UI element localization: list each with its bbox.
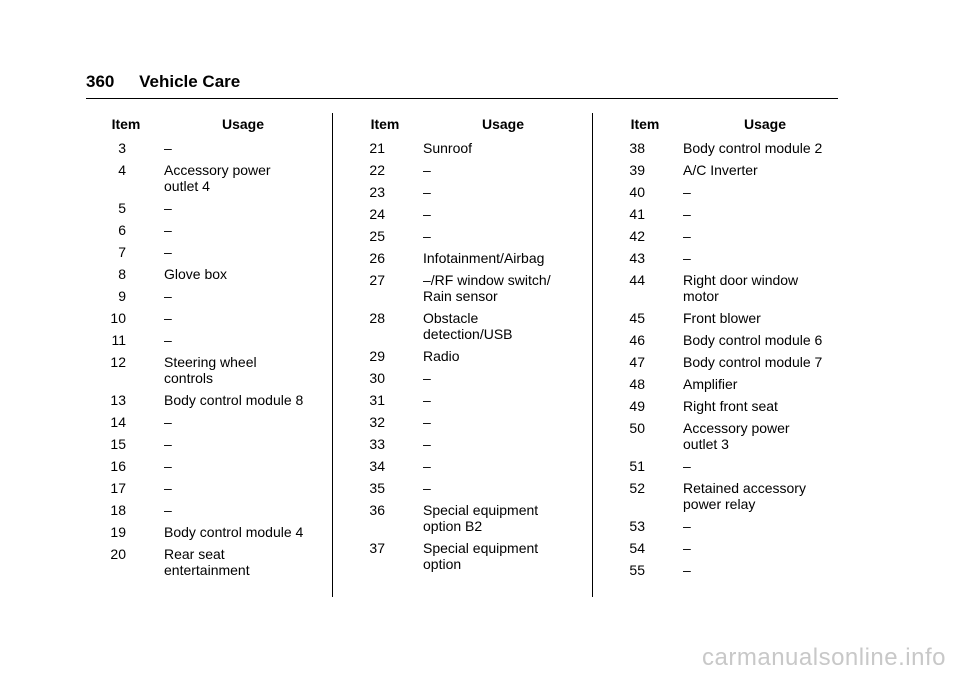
page-header xyxy=(86,72,240,92)
item-number: 17 xyxy=(110,480,126,496)
usage-header: Usage xyxy=(481,116,525,132)
usage-text: – xyxy=(683,228,691,244)
item-number: 28 xyxy=(369,310,385,326)
usage-text: – xyxy=(164,414,172,430)
usage-text: Rear seat entertainment xyxy=(164,546,250,578)
usage-text: Body control module 2 xyxy=(683,140,823,156)
table-row xyxy=(86,480,320,496)
item-number: 35 xyxy=(369,480,385,496)
item-number: 7 xyxy=(118,244,126,260)
item-number: 45 xyxy=(629,310,645,326)
usage-text: – xyxy=(164,140,172,156)
usage-text: Obstacle detection/USB xyxy=(423,310,513,342)
table-row xyxy=(345,502,581,534)
table-row xyxy=(86,244,320,260)
usage-text: – xyxy=(164,222,172,238)
usage-header: Usage xyxy=(743,116,787,132)
item-number: 14 xyxy=(110,414,126,430)
item-number: 23 xyxy=(369,184,385,200)
item-number: 50 xyxy=(629,420,645,436)
table-row xyxy=(345,392,581,408)
item-header: Item xyxy=(111,116,141,132)
table-row xyxy=(345,140,581,156)
usage-text: Special equipment option B2 xyxy=(423,502,539,534)
table-row xyxy=(605,272,845,304)
table-row xyxy=(345,310,581,342)
column-divider xyxy=(332,113,333,597)
table-row xyxy=(86,458,320,474)
item-number: 49 xyxy=(629,398,645,414)
table-row xyxy=(345,414,581,430)
item-number: 33 xyxy=(369,436,385,452)
usage-header: Usage xyxy=(221,116,265,132)
usage-text: – xyxy=(423,458,431,474)
item-number: 5 xyxy=(118,200,126,216)
table-row xyxy=(86,546,320,578)
item-number: 30 xyxy=(369,370,385,386)
item-number: 39 xyxy=(629,162,645,178)
table-row xyxy=(605,140,845,156)
table-row xyxy=(86,332,320,348)
item-number: 54 xyxy=(629,540,645,556)
usage-text: – xyxy=(164,436,172,452)
table-row xyxy=(605,458,845,474)
table-row xyxy=(86,354,320,386)
fuse-table-column-1 xyxy=(86,116,320,578)
item-number: 10 xyxy=(110,310,126,326)
item-number: 52 xyxy=(629,480,645,496)
table-row xyxy=(605,250,845,266)
table-row xyxy=(605,398,845,414)
item-number: 51 xyxy=(629,458,645,474)
table-row xyxy=(86,288,320,304)
table-row xyxy=(86,524,320,540)
table-row xyxy=(605,310,845,326)
usage-text: – xyxy=(423,184,431,200)
item-number: 41 xyxy=(629,206,645,222)
usage-text: – xyxy=(683,540,691,556)
table-header xyxy=(345,116,581,134)
usage-text: Body control module 4 xyxy=(164,524,304,540)
usage-text: – xyxy=(683,562,691,578)
usage-text: – xyxy=(683,206,691,222)
item-number: 55 xyxy=(629,562,645,578)
table-row xyxy=(345,206,581,222)
usage-text: Steering wheel controls xyxy=(164,354,257,386)
item-number: 53 xyxy=(629,518,645,534)
table-row xyxy=(345,370,581,386)
item-number: 22 xyxy=(369,162,385,178)
table-row xyxy=(345,436,581,452)
item-number: 9 xyxy=(118,288,126,304)
table-row xyxy=(86,266,320,282)
usage-text: Retained accessory power relay xyxy=(683,480,806,512)
usage-text: – xyxy=(164,244,172,260)
table-row xyxy=(86,502,320,518)
table-row xyxy=(345,272,581,304)
usage-text: Front blower xyxy=(683,310,761,326)
usage-text: – xyxy=(423,206,431,222)
item-number: 38 xyxy=(629,140,645,156)
item-number: 44 xyxy=(629,272,645,288)
usage-text: Body control module 8 xyxy=(164,392,304,408)
table-row xyxy=(345,458,581,474)
usage-text: – xyxy=(423,228,431,244)
item-number: 8 xyxy=(118,266,126,282)
usage-text: Accessory power outlet 4 xyxy=(164,162,271,194)
item-header: Item xyxy=(630,116,660,132)
table-row xyxy=(345,540,581,572)
section-title: Vehicle Care xyxy=(139,72,241,91)
table-row xyxy=(86,310,320,326)
usage-text: Infotainment/Airbag xyxy=(423,250,545,266)
fuse-table-column-3 xyxy=(605,116,845,578)
item-number: 20 xyxy=(110,546,126,562)
usage-text: – xyxy=(423,480,431,496)
item-number: 31 xyxy=(369,392,385,408)
usage-text: – xyxy=(164,458,172,474)
usage-text: – xyxy=(164,288,172,304)
usage-text: – xyxy=(164,502,172,518)
usage-text: Radio xyxy=(423,348,460,364)
item-number: 25 xyxy=(369,228,385,244)
table-row xyxy=(86,140,320,156)
usage-text: Sunroof xyxy=(423,140,473,156)
header-rule xyxy=(86,98,838,99)
usage-text: – xyxy=(164,480,172,496)
usage-text: – xyxy=(423,162,431,178)
table-header xyxy=(86,116,320,134)
usage-text: – xyxy=(423,414,431,430)
table-row xyxy=(605,518,845,534)
table-header xyxy=(605,116,845,134)
usage-text: Amplifier xyxy=(683,376,738,392)
usage-text: – xyxy=(164,200,172,216)
item-number: 11 xyxy=(111,332,126,348)
table-row xyxy=(345,162,581,178)
table-row xyxy=(605,228,845,244)
table-row xyxy=(605,562,845,578)
table-row xyxy=(345,250,581,266)
item-number: 42 xyxy=(629,228,645,244)
item-number: 21 xyxy=(369,140,385,156)
usage-text: – xyxy=(683,250,691,266)
table-row xyxy=(605,376,845,392)
item-number: 6 xyxy=(118,222,126,238)
usage-text: – xyxy=(164,332,172,348)
item-number: 16 xyxy=(110,458,126,474)
table-row xyxy=(86,200,320,216)
table-row xyxy=(345,184,581,200)
item-number: 12 xyxy=(110,354,126,370)
table-row xyxy=(605,354,845,370)
usage-text: – xyxy=(423,392,431,408)
item-number: 13 xyxy=(110,392,126,408)
usage-text: – xyxy=(423,370,431,386)
item-number: 32 xyxy=(369,414,385,430)
item-number: 18 xyxy=(110,502,126,518)
usage-text: A/C Inverter xyxy=(683,162,758,178)
usage-text: Body control module 6 xyxy=(683,332,823,348)
usage-text: Body control module 7 xyxy=(683,354,823,370)
usage-text: Special equipment option xyxy=(423,540,539,572)
table-row xyxy=(345,480,581,496)
item-number: 36 xyxy=(369,502,385,518)
usage-text: Right door window motor xyxy=(683,272,799,304)
table-row xyxy=(345,228,581,244)
item-number: 48 xyxy=(629,376,645,392)
item-number: 3 xyxy=(118,140,126,156)
usage-text: – xyxy=(683,518,691,534)
table-row xyxy=(86,162,320,194)
column-divider xyxy=(592,113,593,597)
item-number: 27 xyxy=(369,272,385,288)
item-number: 34 xyxy=(369,458,385,474)
item-number: 4 xyxy=(118,162,126,178)
table-row xyxy=(605,332,845,348)
item-number: 26 xyxy=(369,250,385,266)
table-row xyxy=(605,420,845,452)
table-row xyxy=(605,540,845,556)
usage-text: – xyxy=(683,458,691,474)
usage-text: Glove box xyxy=(164,266,228,282)
watermark: carmanualsonline.info xyxy=(702,644,946,671)
item-number: 19 xyxy=(110,524,126,540)
item-number: 47 xyxy=(629,354,645,370)
table-row xyxy=(605,480,845,512)
usage-text: Accessory power outlet 3 xyxy=(683,420,790,452)
item-number: 29 xyxy=(369,348,385,364)
usage-text: –/RF window switch/ Rain sensor xyxy=(423,272,551,304)
item-number: 40 xyxy=(629,184,645,200)
table-row xyxy=(605,184,845,200)
item-header: Item xyxy=(370,116,400,132)
item-number: 46 xyxy=(629,332,645,348)
item-number: 37 xyxy=(369,540,385,556)
usage-text: Right front seat xyxy=(683,398,778,414)
item-number: 15 xyxy=(110,436,126,452)
usage-text: – xyxy=(164,310,172,326)
table-row xyxy=(86,436,320,452)
usage-text: – xyxy=(423,436,431,452)
fuse-table-column-2 xyxy=(345,116,581,572)
table-row xyxy=(605,206,845,222)
item-number: 43 xyxy=(629,250,645,266)
item-number: 24 xyxy=(369,206,385,222)
table-row xyxy=(86,414,320,430)
table-row xyxy=(605,162,845,178)
table-row xyxy=(86,222,320,238)
usage-text: – xyxy=(683,184,691,200)
page-number: 360 xyxy=(86,72,115,91)
table-row xyxy=(86,392,320,408)
table-row xyxy=(345,348,581,364)
